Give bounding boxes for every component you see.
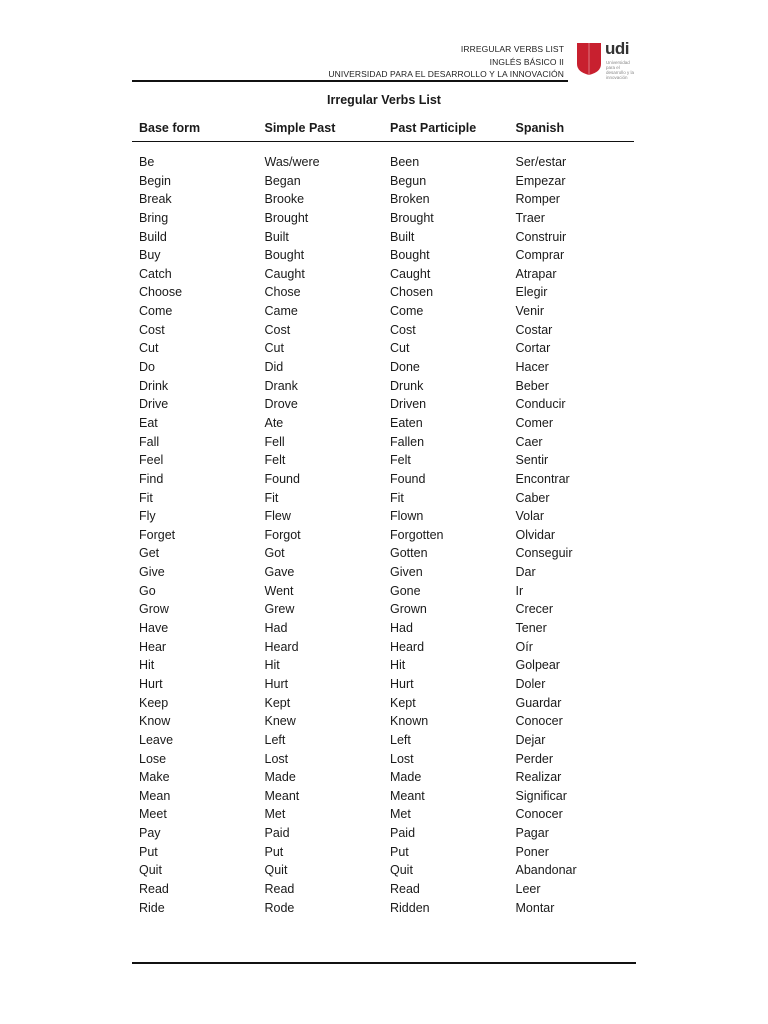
table-cell: Hurt: [139, 676, 163, 691]
table-cell: Hit: [264, 658, 280, 673]
table-cell: Golpear: [515, 658, 560, 673]
table-row: [132, 209, 634, 228]
table-cell: Meet: [139, 807, 167, 822]
table-row: [132, 768, 634, 787]
table-cell: Construir: [515, 229, 567, 244]
header-divider: [132, 80, 568, 82]
table-cell: Choose: [139, 285, 183, 300]
table-row: [132, 414, 634, 433]
table-cell: Began: [264, 173, 301, 188]
table-row: [132, 302, 634, 321]
shield-icon: [576, 42, 602, 76]
table-cell: Cut: [264, 341, 284, 356]
table-row: [132, 377, 634, 396]
table-cell: Drink: [139, 378, 169, 393]
table-cell: Put: [139, 844, 158, 859]
table-cell: Given: [390, 565, 423, 580]
table-cell: Hacer: [515, 360, 549, 375]
table-cell: Left: [390, 732, 411, 747]
header-line-doc-title: IRREGULAR VERBS LIST: [460, 44, 564, 54]
table-cell: Kept: [390, 695, 416, 710]
table-cell: Poner: [515, 844, 549, 859]
table-cell: Sentir: [515, 453, 549, 468]
table-cell: Heard: [264, 639, 299, 654]
table-row: [132, 489, 634, 508]
table-cell: Kept: [264, 695, 291, 710]
table-cell: Elegir: [515, 285, 548, 300]
table-header-row: [132, 121, 634, 142]
table-row: [132, 507, 634, 526]
table-cell: Known: [390, 714, 429, 729]
table-cell: Did: [264, 360, 284, 375]
university-logo: [576, 40, 638, 80]
table-row: [132, 172, 634, 191]
table-cell: Significar: [515, 788, 567, 803]
header-line-course: INGLÉS BÁSICO II: [489, 56, 564, 67]
table-row: [132, 600, 634, 619]
table-cell: Be: [139, 155, 155, 169]
table-cell: Done: [390, 360, 420, 375]
footer-divider: [132, 962, 636, 964]
column-header: Past Participle: [390, 121, 477, 135]
table-cell: Eaten: [390, 415, 423, 430]
table-cell: Fit: [264, 490, 279, 505]
table-row: [132, 265, 634, 284]
table-cell: Knew: [264, 714, 296, 729]
table-cell: Drove: [264, 397, 298, 412]
table-cell: Built: [264, 229, 289, 244]
header-text: [328, 43, 564, 81]
table-cell: Go: [139, 583, 156, 598]
table-cell: Was/were: [264, 155, 320, 169]
table-body: [132, 153, 634, 917]
table-cell: Dar: [515, 565, 536, 580]
table-cell: Lost: [390, 751, 414, 766]
table-cell: Chosen: [390, 285, 434, 300]
table-cell: Meant: [390, 788, 425, 803]
table-cell: Comprar: [515, 248, 565, 263]
table-cell: Beber: [515, 378, 549, 393]
table-cell: Fell: [264, 434, 285, 449]
table-cell: Cut: [139, 341, 159, 356]
table-cell: Had: [264, 621, 288, 636]
table-row: [132, 321, 634, 340]
logo-wordmark: udi: [605, 39, 629, 58]
table-cell: Drive: [139, 397, 169, 412]
table-cell: Forgotten: [390, 527, 444, 542]
table-cell: Fit: [139, 490, 153, 505]
table-cell: Volar: [515, 509, 544, 524]
table-cell: Dejar: [515, 732, 546, 747]
table-cell: Give: [139, 565, 165, 580]
table-cell: Forgot: [264, 527, 301, 542]
table-cell: Realizar: [515, 770, 562, 785]
table-cell: Conocer: [515, 807, 563, 822]
table-cell: Bought: [264, 248, 305, 263]
table-cell: Hit: [390, 658, 406, 673]
table-cell: Begun: [390, 173, 427, 188]
table-cell: Hit: [139, 658, 155, 673]
table-row: [132, 731, 634, 750]
table-row: [132, 750, 634, 769]
table-cell: Keep: [139, 695, 169, 710]
table-cell: Doler: [515, 676, 546, 691]
table-cell: Met: [390, 807, 411, 822]
table-cell: Found: [390, 471, 426, 486]
table-row: [132, 246, 634, 265]
table-cell: Build: [139, 229, 167, 244]
table-cell: Encontrar: [515, 471, 570, 486]
table-cell: Cut: [390, 341, 410, 356]
table-cell: Conseguir: [515, 546, 573, 561]
table-cell: Built: [390, 229, 415, 244]
table-cell: Caught: [390, 266, 431, 281]
table-cell: Make: [139, 770, 170, 785]
table-cell: Montar: [515, 900, 555, 915]
table-row: [132, 656, 634, 675]
table-cell: Grow: [139, 602, 169, 617]
table-cell: Hear: [139, 639, 167, 654]
table-cell: Driven: [390, 397, 427, 412]
table-cell: Lose: [139, 751, 167, 766]
table-cell: Hurt: [390, 676, 414, 691]
table-row: [132, 544, 634, 563]
table-cell: Brought: [390, 210, 434, 225]
table-cell: Read: [264, 881, 295, 896]
table-cell: Guardar: [515, 695, 562, 710]
table-cell: Met: [264, 807, 286, 822]
table-cell: Begin: [139, 173, 171, 188]
table-cell: Cost: [390, 322, 416, 337]
table-cell: Hurt: [264, 676, 289, 691]
table-cell: Flew: [264, 509, 291, 524]
table-row: [132, 339, 634, 358]
logo-subtext: Universidad para el desarrollo y la innovación: [606, 60, 635, 80]
table-cell: Broken: [390, 192, 430, 207]
table-row: [132, 899, 634, 918]
table-row: [132, 451, 634, 470]
table-cell: Find: [139, 471, 164, 486]
table-cell: Leave: [139, 732, 174, 747]
table-cell: Flown: [390, 509, 424, 524]
table-cell: Fit: [390, 490, 404, 505]
table-cell: Caught: [264, 266, 305, 281]
table-cell: Get: [139, 546, 160, 561]
table-cell: Gave: [264, 565, 295, 580]
table-cell: Come: [390, 304, 424, 319]
table-cell: Put: [390, 844, 409, 859]
table-cell: Fly: [139, 509, 156, 524]
table-row: [132, 470, 634, 489]
table-row: [132, 153, 634, 172]
table-cell: Brought: [264, 210, 309, 225]
table-row: [132, 880, 634, 899]
table-cell: Catch: [139, 266, 172, 281]
table-cell: Quit: [264, 863, 288, 878]
table-cell: Feel: [139, 453, 164, 468]
table-row: [132, 563, 634, 582]
table-row: [132, 358, 634, 377]
table-cell: Grown: [390, 602, 427, 617]
table-row: [132, 805, 634, 824]
table-cell: Perder: [515, 751, 554, 766]
table-cell: Went: [264, 583, 294, 598]
table-row: [132, 582, 634, 601]
table-cell: Gotten: [390, 546, 428, 561]
column-header: Simple Past: [264, 121, 336, 135]
table-row: [132, 619, 634, 638]
header-line-university: UNIVERSIDAD PARA EL DESARROLLO Y LA INNOVACIÓN: [328, 69, 564, 79]
table-cell: Crecer: [515, 602, 554, 617]
table-cell: Come: [139, 304, 173, 319]
table-cell: Drunk: [390, 378, 424, 393]
table-cell: Know: [139, 714, 171, 729]
table-row: [132, 843, 634, 862]
table-cell: Empezar: [515, 173, 566, 188]
table-cell: Read: [139, 881, 169, 896]
table-cell: Break: [139, 192, 172, 207]
table-cell: Quit: [390, 863, 413, 878]
table-row: [132, 283, 634, 302]
table-cell: Leer: [515, 881, 541, 896]
table-cell: Comer: [515, 415, 554, 430]
table-cell: Cortar: [515, 341, 551, 356]
table-cell: Came: [264, 304, 298, 319]
table-cell: Chose: [264, 285, 301, 300]
table-cell: Paid: [264, 826, 290, 841]
table-cell: Grew: [264, 602, 295, 617]
document-title: Irregular Verbs List: [327, 93, 441, 107]
table-cell: Felt: [264, 453, 286, 468]
table-cell: Lost: [264, 751, 289, 766]
table-cell: Tener: [515, 621, 547, 636]
column-header: Base form: [139, 121, 201, 135]
table-cell: Venir: [515, 304, 544, 319]
table-row: [132, 787, 634, 806]
table-cell: Pay: [139, 826, 161, 841]
table-cell: Ride: [139, 900, 165, 915]
verbs-table: [132, 121, 634, 917]
table-cell: Found: [264, 471, 300, 486]
table-row: [132, 190, 634, 209]
table-cell: Olvidar: [515, 527, 556, 542]
table-row: [132, 433, 634, 452]
table-cell: Costar: [515, 322, 553, 337]
table-cell: Gone: [390, 583, 421, 598]
table-cell: Cost: [139, 322, 165, 337]
table-cell: Traer: [515, 210, 545, 225]
table-cell: Made: [390, 770, 422, 785]
table-cell: Meant: [264, 788, 300, 803]
table-cell: Read: [390, 881, 420, 896]
table-cell: Brooke: [264, 192, 305, 207]
table-cell: Ridden: [390, 900, 430, 915]
table-cell: Bring: [139, 210, 169, 225]
table-cell: Drank: [264, 378, 298, 393]
table-cell: Oír: [515, 639, 533, 654]
table-cell: Forget: [139, 527, 176, 542]
table-cell: Buy: [139, 248, 161, 263]
table-row: [132, 638, 634, 657]
table-cell: Been: [390, 155, 420, 169]
table-cell: Quit: [139, 863, 162, 878]
table-cell: Caber: [515, 490, 550, 505]
table-cell: Cost: [264, 322, 291, 337]
table-cell: Abandonar: [515, 863, 577, 878]
table-row: [132, 395, 634, 414]
table-cell: Atrapar: [515, 266, 557, 281]
table-row: [132, 228, 634, 247]
table-cell: Heard: [390, 639, 425, 654]
table-cell: Left: [264, 732, 286, 747]
table-cell: Conocer: [515, 714, 563, 729]
table-row: [132, 861, 634, 880]
page-header: [132, 40, 636, 82]
table-cell: Mean: [139, 788, 171, 803]
table-row: [132, 824, 634, 843]
table-cell: Eat: [139, 415, 158, 430]
table-cell: Felt: [390, 453, 411, 468]
table-cell: Ir: [515, 583, 524, 598]
table-cell: Fallen: [390, 434, 425, 449]
table-row: [132, 526, 634, 545]
table-cell: Do: [139, 360, 155, 375]
column-header: Spanish: [515, 121, 565, 135]
table-cell: Romper: [515, 192, 560, 207]
table-cell: Got: [264, 546, 285, 561]
table-cell: Caer: [515, 434, 543, 449]
table-cell: Have: [139, 621, 169, 636]
table-cell: Ser/estar: [515, 155, 567, 169]
table-cell: Put: [264, 844, 284, 859]
table-cell: Had: [390, 621, 413, 636]
table-cell: Pagar: [515, 826, 549, 841]
table-cell: Bought: [390, 248, 430, 263]
table-row: [132, 712, 634, 731]
table-cell: Rode: [264, 900, 295, 915]
table-cell: Fall: [139, 434, 160, 449]
table-cell: Ate: [264, 415, 284, 430]
table-cell: Paid: [390, 826, 416, 841]
table-cell: Made: [264, 770, 296, 785]
table-row: [132, 694, 634, 713]
table-cell: Conducir: [515, 397, 566, 412]
table-row: [132, 675, 634, 694]
